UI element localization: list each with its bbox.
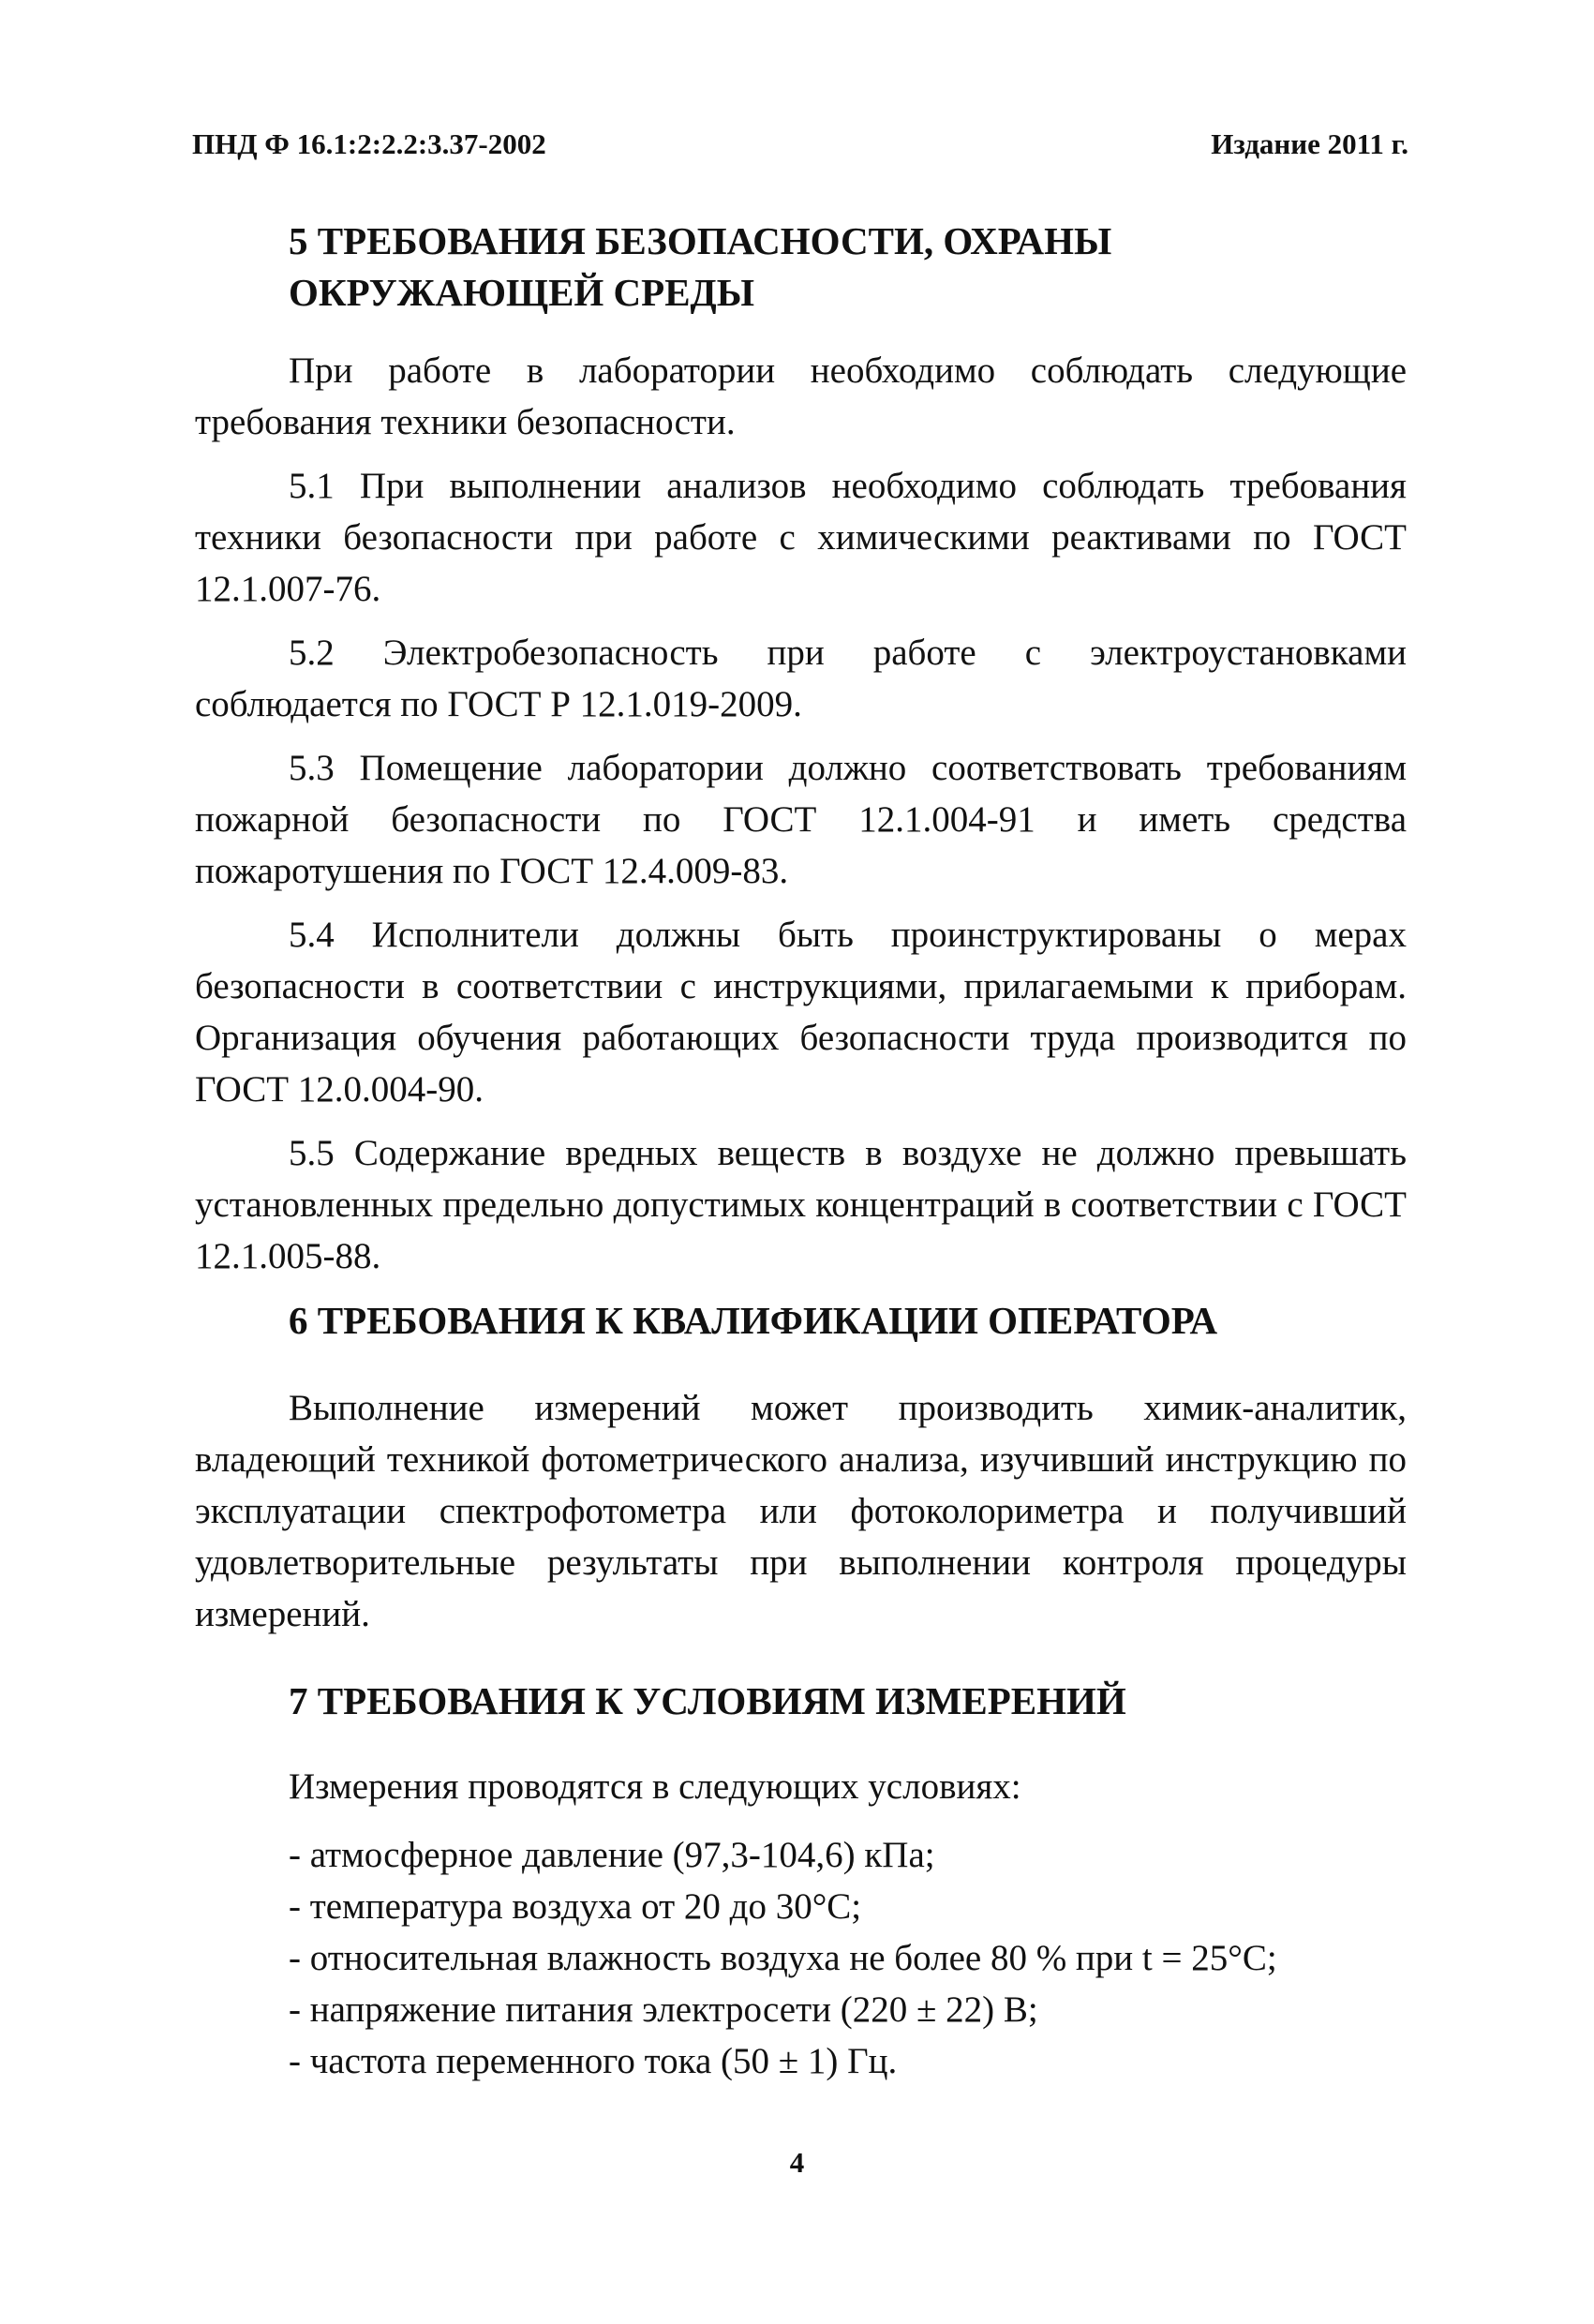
clause-5-2: 5.2 Электробезопасность при работе с электроустановками соблюдается по ГОСТ Р 12.1.019-2009. (195, 633, 1407, 724)
conditions-list (195, 1829, 1407, 2087)
clause-5-3: 5.3 Помещение лаборатории должно соответствовать требованиям пожарной безопасности по ГОСТ 12.1.004-91 и иметь средства пожаротушения по ГОСТ 12.4.009-83. (195, 748, 1407, 891)
document-body (195, 216, 1407, 2087)
section-6 (195, 1295, 1407, 1640)
clause-5-4: 5.4 Исполнители должны быть проинструктированы о мерах безопасности в соответствии с инструкциями, прилагаемыми к приборам. Организация обучения работающих безопасности труда производится по ГОСТ 12.0.004-90. (195, 915, 1407, 1110)
condition-voltage: - напряжение питания электросети (220 ± 22) В; (289, 1989, 1038, 2030)
section-5-title: 5 ТРЕБОВАНИЯ БЕЗОПАСНОСТИ, ОХРАНЫ ОКРУЖАЮЩЕЙ СРЕДЫ (289, 219, 1112, 314)
document-code: ПНД Ф 16.1:2:2.2:3.37-2002 (192, 127, 546, 160)
section-6-text: Выполнение измерений может производить химик-аналитик, владеющий техникой фотометрического анализа, изучивший инструкцию по эксплуатации спектрофотометра или фотоколориметра и получивший удовлетворительные результаты при выполнении контроля процедуры измерений. (195, 1388, 1407, 1634)
clause-5-1: 5.1 При выполнении анализов необходимо соблюдать требования техники безопасности при работе с химическими реактивами по ГОСТ 12.1.007-76. (195, 466, 1407, 609)
condition-temperature: - температура воздуха от 20 до 30°С; (289, 1886, 862, 1927)
section-7 (195, 1676, 1407, 2087)
edition-label: Издание 2011 г. (1211, 127, 1408, 160)
section-5-intro: При работе в лаборатории необходимо соблюдать следующие требования техники безопасности. (195, 350, 1407, 442)
section-6-title: 6 ТРЕБОВАНИЯ К КВАЛИФИКАЦИИ ОПЕРАТОРА (289, 1299, 1218, 1342)
page-number: 4 (789, 2146, 805, 2179)
section-7-intro: Измерения проводятся в следующих условиях: (289, 1766, 1021, 1807)
condition-pressure: - атмосферное давление (97,3-104,6) кПа; (289, 1835, 935, 1875)
condition-humidity: - относительная влажность воздуха не более 80 % при t = 25°С; (289, 1938, 1277, 1978)
section-5 (195, 216, 1407, 1282)
condition-frequency: - частота переменного тока (50 ± 1) Гц. (289, 2041, 898, 2081)
clause-5-5: 5.5 Содержание вредных веществ в воздухе не должно превышать установленных предельно допустимых концентраций в соответствии с ГОСТ 12.1.005-88. (195, 1133, 1407, 1276)
section-7-title: 7 ТРЕБОВАНИЯ К УСЛОВИЯМ ИЗМЕРЕНИЙ (289, 1679, 1126, 1722)
